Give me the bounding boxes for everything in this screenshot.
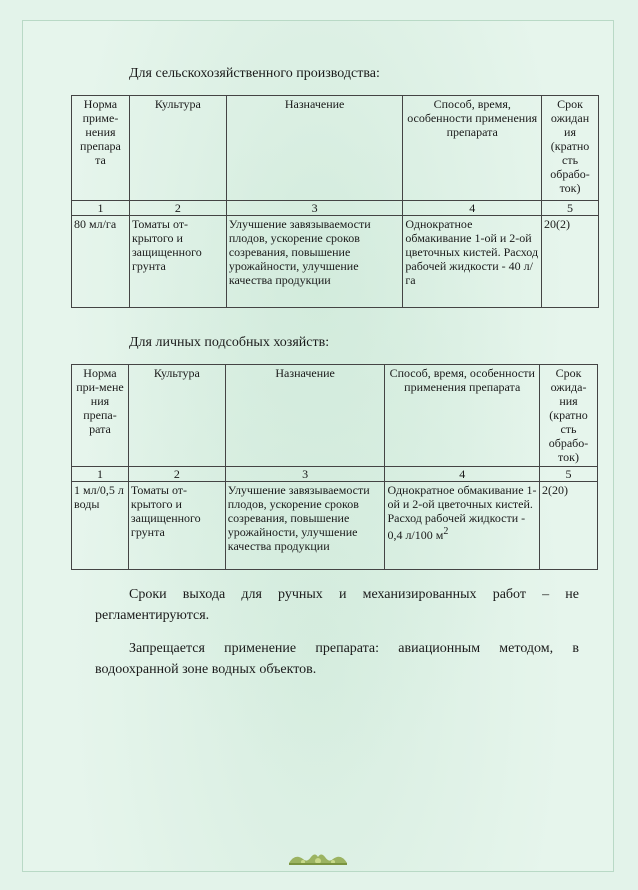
column-number: 3 <box>226 201 403 216</box>
cell-purpose: Улучшение завязываемости плодов, ускорение сроков созревания, повышение урожайности, улучшение качества продукции <box>225 482 385 570</box>
column-number: 2 <box>129 201 226 216</box>
cell-rate: 80 мл/га <box>72 216 130 308</box>
header-method: Способ, время, особенности применения препарата <box>385 365 540 467</box>
paragraph-line: водоохранной зоне водных объектов. <box>95 662 317 677</box>
section2-heading: Для личных подсобных хозяйств: <box>129 335 330 350</box>
paragraph-line: Запрещается применение препарата: авиационным методом, в <box>129 641 579 656</box>
column-number: 2 <box>128 467 225 482</box>
column-number: 4 <box>403 201 542 216</box>
cell-waiting-period: 2(20) <box>540 482 598 570</box>
header-crop: Культура <box>128 365 225 467</box>
cell-method-text: Однократное обмакивание 1-ой и 2-ой цветочных кистей. Расход рабочей жидкости - 0,4 л/100 м <box>387 483 537 542</box>
header-purpose: Назначение <box>225 365 385 467</box>
cell-rate: 1 мл/0,5 л воды <box>72 482 129 570</box>
header-method: Способ, время, особенности применения препарата <box>403 96 542 201</box>
header-purpose: Назначение <box>226 96 403 201</box>
table-number-row <box>72 201 599 216</box>
column-number: 5 <box>540 467 598 482</box>
prohibition-paragraph <box>95 638 579 680</box>
cell-crop: Томаты от-крытого и защищенного грунта <box>129 216 226 308</box>
column-number: 1 <box>72 467 129 482</box>
cell-method: Однократное обмакивание 1-ой и 2-ой цветочных кистей. Расход рабочей жидкости - 40 л/га <box>403 216 542 308</box>
table-row <box>72 216 599 308</box>
column-number: 4 <box>385 467 540 482</box>
cell-crop: Томаты от-крытого и защищенного грунта <box>128 482 225 570</box>
paragraph-line: Сроки выхода для ручных и механизированных работ – не <box>129 587 579 602</box>
column-number: 3 <box>225 467 385 482</box>
paragraph-line: регламентируются. <box>95 608 210 623</box>
agri-regulation-table <box>71 95 599 308</box>
table-row <box>72 482 598 570</box>
section1-heading: Для сельскохозяйственного производства: <box>129 66 380 81</box>
cell-waiting-period: 20(2) <box>542 216 599 308</box>
table-header-row <box>72 96 599 201</box>
decorative-ornament-icon <box>287 851 349 867</box>
header-crop: Культура <box>129 96 226 201</box>
table-number-row <box>72 467 598 482</box>
header-waiting-period: Срок ожидан ия (кратно сть обрабо-ток) <box>542 96 599 201</box>
cell-purpose: Улучшение завязываемости плодов, ускорение сроков созревания, повышение урожайности, улучшение качества продукции <box>226 216 403 308</box>
personal-farm-regulation-table <box>71 364 598 570</box>
header-rate: Норма приме-нения препара та <box>72 96 130 201</box>
table-header-row <box>72 365 598 467</box>
column-number: 5 <box>542 201 599 216</box>
cell-method <box>385 482 540 570</box>
header-rate: Норма при-мене ния препа-рата <box>72 365 129 467</box>
exit-terms-paragraph <box>95 584 579 626</box>
column-number: 1 <box>72 201 130 216</box>
superscript-exponent: 2 <box>443 526 449 537</box>
header-waiting-period: Срок ожида-ния (кратно сть обрабо-ток) <box>540 365 598 467</box>
